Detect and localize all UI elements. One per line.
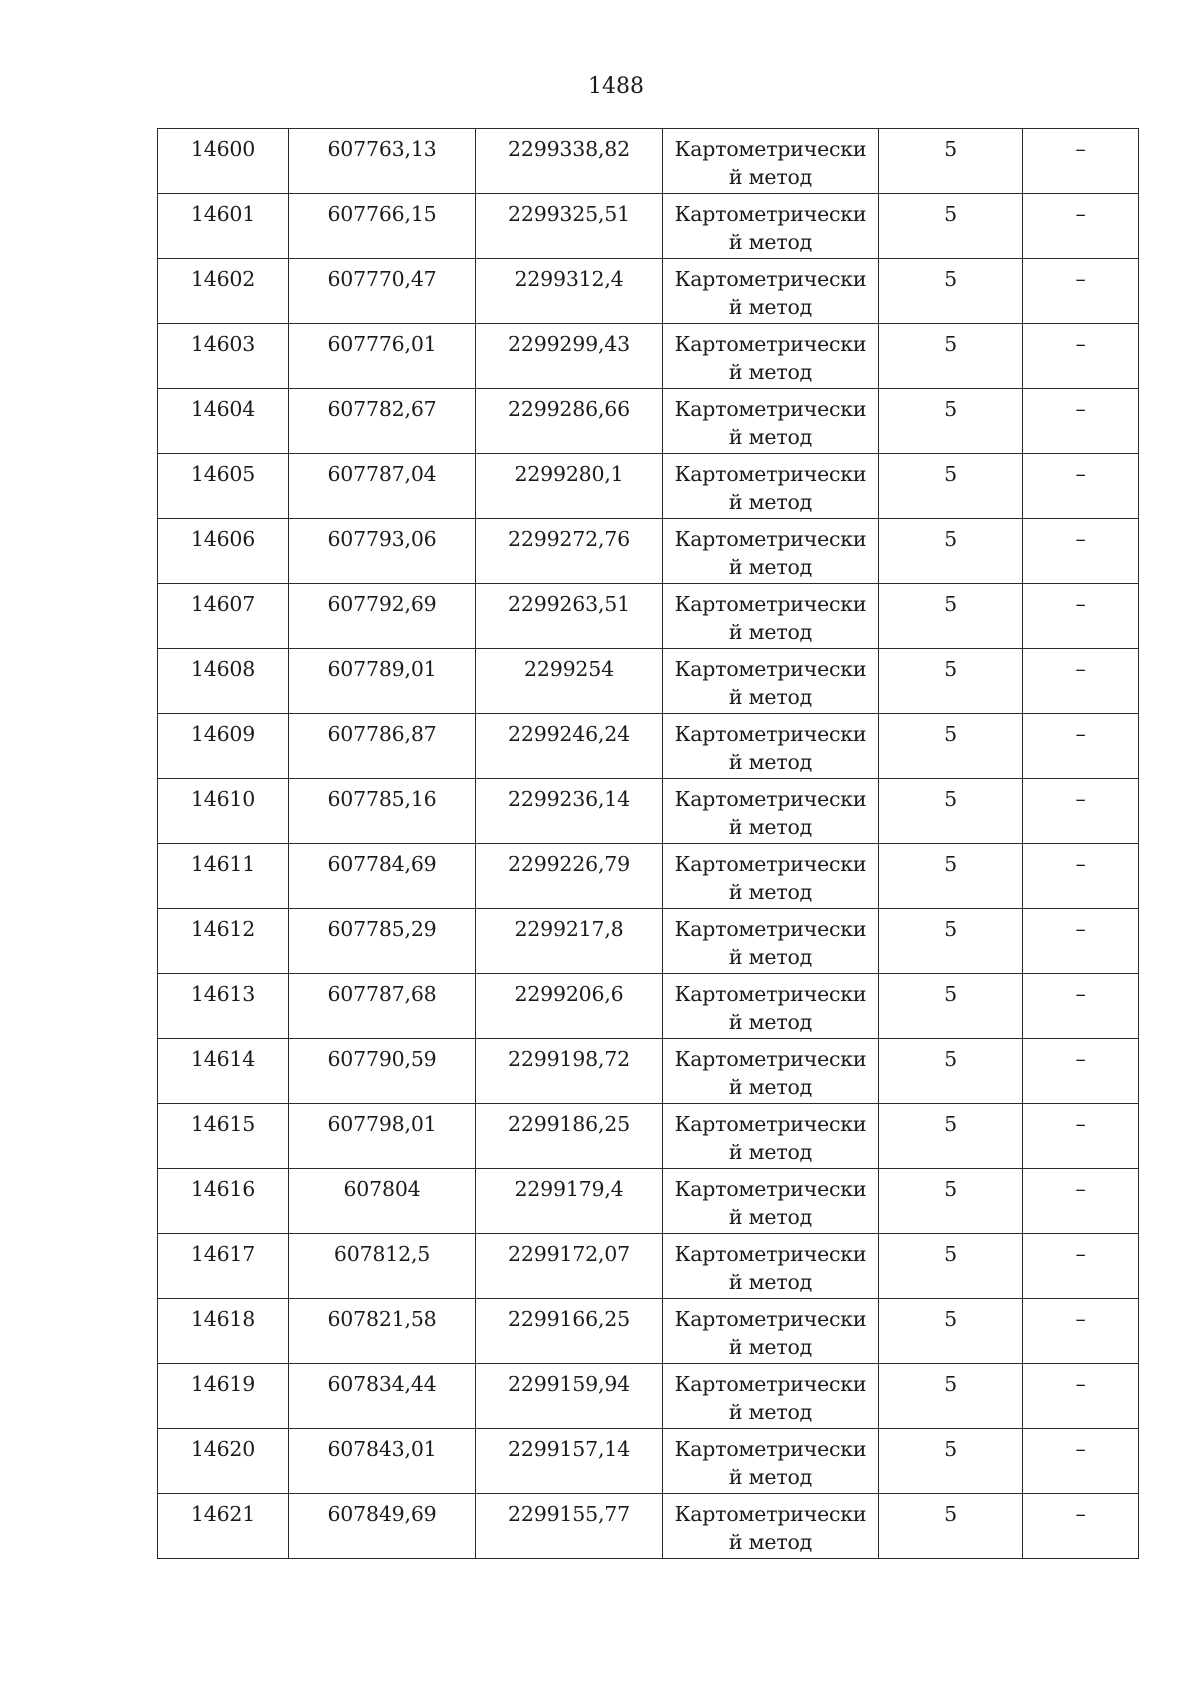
point-number-cell: 14611 (158, 844, 289, 909)
y-coordinate-cell: 2299226,79 (476, 844, 663, 909)
x-coordinate-cell: 607804 (289, 1169, 476, 1234)
accuracy-cell: 5 (879, 454, 1023, 519)
note-cell: – (1023, 129, 1139, 194)
accuracy-cell: 5 (879, 1104, 1023, 1169)
method-cell: Картометрически й метод (663, 519, 879, 584)
accuracy-cell: 5 (879, 389, 1023, 454)
table-row (158, 324, 1139, 389)
method-cell: Картометрически й метод (663, 1364, 879, 1429)
point-number-cell: 14614 (158, 1039, 289, 1104)
point-number-cell: 14609 (158, 714, 289, 779)
x-coordinate-cell: 607786,87 (289, 714, 476, 779)
table-row (158, 519, 1139, 584)
point-number-cell: 14621 (158, 1494, 289, 1559)
accuracy-cell: 5 (879, 324, 1023, 389)
table-row (158, 1169, 1139, 1234)
note-cell: – (1023, 1039, 1139, 1104)
point-number-cell: 14618 (158, 1299, 289, 1364)
method-cell: Картометрически й метод (663, 324, 879, 389)
table-row (158, 974, 1139, 1039)
method-cell: Картометрически й метод (663, 389, 879, 454)
method-cell: Картометрически й метод (663, 1299, 879, 1364)
table-row (158, 1494, 1139, 1559)
point-number-cell: 14603 (158, 324, 289, 389)
method-cell: Картометрически й метод (663, 844, 879, 909)
method-cell: Картометрически й метод (663, 129, 879, 194)
y-coordinate-cell: 2299155,77 (476, 1494, 663, 1559)
method-cell: Картометрически й метод (663, 584, 879, 649)
accuracy-cell: 5 (879, 649, 1023, 714)
x-coordinate-cell: 607792,69 (289, 584, 476, 649)
point-number-cell: 14610 (158, 779, 289, 844)
accuracy-cell: 5 (879, 194, 1023, 259)
table-row (158, 1429, 1139, 1494)
note-cell: – (1023, 909, 1139, 974)
note-cell: – (1023, 584, 1139, 649)
note-cell: – (1023, 259, 1139, 324)
table-row (158, 1299, 1139, 1364)
x-coordinate-cell: 607770,47 (289, 259, 476, 324)
point-number-cell: 14612 (158, 909, 289, 974)
note-cell: – (1023, 1494, 1139, 1559)
coordinates-table-body (158, 129, 1139, 1559)
method-cell: Картометрически й метод (663, 909, 879, 974)
y-coordinate-cell: 2299286,66 (476, 389, 663, 454)
accuracy-cell: 5 (879, 909, 1023, 974)
point-number-cell: 14608 (158, 649, 289, 714)
note-cell: – (1023, 519, 1139, 584)
point-number-cell: 14607 (158, 584, 289, 649)
note-cell: – (1023, 454, 1139, 519)
note-cell: – (1023, 974, 1139, 1039)
point-number-cell: 14601 (158, 194, 289, 259)
x-coordinate-cell: 607821,58 (289, 1299, 476, 1364)
accuracy-cell: 5 (879, 714, 1023, 779)
x-coordinate-cell: 607784,69 (289, 844, 476, 909)
x-coordinate-cell: 607834,44 (289, 1364, 476, 1429)
x-coordinate-cell: 607763,13 (289, 129, 476, 194)
table-row (158, 454, 1139, 519)
accuracy-cell: 5 (879, 584, 1023, 649)
accuracy-cell: 5 (879, 1169, 1023, 1234)
point-number-cell: 14605 (158, 454, 289, 519)
method-cell: Картометрически й метод (663, 1039, 879, 1104)
y-coordinate-cell: 2299325,51 (476, 194, 663, 259)
point-number-cell: 14615 (158, 1104, 289, 1169)
y-coordinate-cell: 2299280,1 (476, 454, 663, 519)
method-cell: Картометрически й метод (663, 194, 879, 259)
note-cell: – (1023, 194, 1139, 259)
point-number-cell: 14602 (158, 259, 289, 324)
accuracy-cell: 5 (879, 1299, 1023, 1364)
note-cell: – (1023, 1364, 1139, 1429)
y-coordinate-cell: 2299198,72 (476, 1039, 663, 1104)
method-cell: Картометрически й метод (663, 649, 879, 714)
y-coordinate-cell: 2299217,8 (476, 909, 663, 974)
point-number-cell: 14600 (158, 129, 289, 194)
accuracy-cell: 5 (879, 1429, 1023, 1494)
point-number-cell: 14616 (158, 1169, 289, 1234)
y-coordinate-cell: 2299172,07 (476, 1234, 663, 1299)
point-number-cell: 14606 (158, 519, 289, 584)
table-row (158, 909, 1139, 974)
note-cell: – (1023, 389, 1139, 454)
table-row (158, 194, 1139, 259)
method-cell: Картометрически й метод (663, 1429, 879, 1494)
x-coordinate-cell: 607782,67 (289, 389, 476, 454)
note-cell: – (1023, 1169, 1139, 1234)
table-row (158, 779, 1139, 844)
y-coordinate-cell: 2299157,14 (476, 1429, 663, 1494)
method-cell: Картометрически й метод (663, 779, 879, 844)
x-coordinate-cell: 607787,04 (289, 454, 476, 519)
table-row (158, 1234, 1139, 1299)
y-coordinate-cell: 2299166,25 (476, 1299, 663, 1364)
table-row (158, 259, 1139, 324)
y-coordinate-cell: 2299236,14 (476, 779, 663, 844)
x-coordinate-cell: 607789,01 (289, 649, 476, 714)
table-row (158, 1364, 1139, 1429)
method-cell: Картометрически й метод (663, 259, 879, 324)
y-coordinate-cell: 2299272,76 (476, 519, 663, 584)
x-coordinate-cell: 607766,15 (289, 194, 476, 259)
method-cell: Картометрически й метод (663, 454, 879, 519)
note-cell: – (1023, 649, 1139, 714)
y-coordinate-cell: 2299254 (476, 649, 663, 714)
table-row (158, 844, 1139, 909)
x-coordinate-cell: 607843,01 (289, 1429, 476, 1494)
x-coordinate-cell: 607790,59 (289, 1039, 476, 1104)
point-number-cell: 14617 (158, 1234, 289, 1299)
note-cell: – (1023, 324, 1139, 389)
method-cell: Картометрически й метод (663, 1104, 879, 1169)
method-cell: Картометрически й метод (663, 1494, 879, 1559)
accuracy-cell: 5 (879, 1494, 1023, 1559)
table-row (158, 714, 1139, 779)
y-coordinate-cell: 2299186,25 (476, 1104, 663, 1169)
method-cell: Картометрически й метод (663, 974, 879, 1039)
table-row (158, 584, 1139, 649)
y-coordinate-cell: 2299206,6 (476, 974, 663, 1039)
accuracy-cell: 5 (879, 974, 1023, 1039)
x-coordinate-cell: 607785,16 (289, 779, 476, 844)
note-cell: – (1023, 1299, 1139, 1364)
y-coordinate-cell: 2299263,51 (476, 584, 663, 649)
point-number-cell: 14604 (158, 389, 289, 454)
accuracy-cell: 5 (879, 779, 1023, 844)
y-coordinate-cell: 2299338,82 (476, 129, 663, 194)
page-number: 1488 (588, 74, 644, 99)
x-coordinate-cell: 607785,29 (289, 909, 476, 974)
point-number-cell: 14613 (158, 974, 289, 1039)
note-cell: – (1023, 1429, 1139, 1494)
table-row (158, 389, 1139, 454)
accuracy-cell: 5 (879, 1234, 1023, 1299)
method-cell: Картометрически й метод (663, 714, 879, 779)
table-row (158, 1039, 1139, 1104)
table-row (158, 1104, 1139, 1169)
note-cell: – (1023, 1234, 1139, 1299)
point-number-cell: 14619 (158, 1364, 289, 1429)
y-coordinate-cell: 2299179,4 (476, 1169, 663, 1234)
table-row (158, 649, 1139, 714)
x-coordinate-cell: 607787,68 (289, 974, 476, 1039)
point-number-cell: 14620 (158, 1429, 289, 1494)
accuracy-cell: 5 (879, 1039, 1023, 1104)
method-cell: Картометрически й метод (663, 1234, 879, 1299)
coordinates-table (157, 128, 1139, 1559)
accuracy-cell: 5 (879, 1364, 1023, 1429)
note-cell: – (1023, 779, 1139, 844)
table-row (158, 129, 1139, 194)
x-coordinate-cell: 607812,5 (289, 1234, 476, 1299)
x-coordinate-cell: 607798,01 (289, 1104, 476, 1169)
accuracy-cell: 5 (879, 259, 1023, 324)
x-coordinate-cell: 607776,01 (289, 324, 476, 389)
note-cell: – (1023, 1104, 1139, 1169)
x-coordinate-cell: 607793,06 (289, 519, 476, 584)
note-cell: – (1023, 844, 1139, 909)
y-coordinate-cell: 2299246,24 (476, 714, 663, 779)
accuracy-cell: 5 (879, 129, 1023, 194)
y-coordinate-cell: 2299312,4 (476, 259, 663, 324)
y-coordinate-cell: 2299299,43 (476, 324, 663, 389)
x-coordinate-cell: 607849,69 (289, 1494, 476, 1559)
accuracy-cell: 5 (879, 844, 1023, 909)
note-cell: – (1023, 714, 1139, 779)
method-cell: Картометрически й метод (663, 1169, 879, 1234)
y-coordinate-cell: 2299159,94 (476, 1364, 663, 1429)
accuracy-cell: 5 (879, 519, 1023, 584)
